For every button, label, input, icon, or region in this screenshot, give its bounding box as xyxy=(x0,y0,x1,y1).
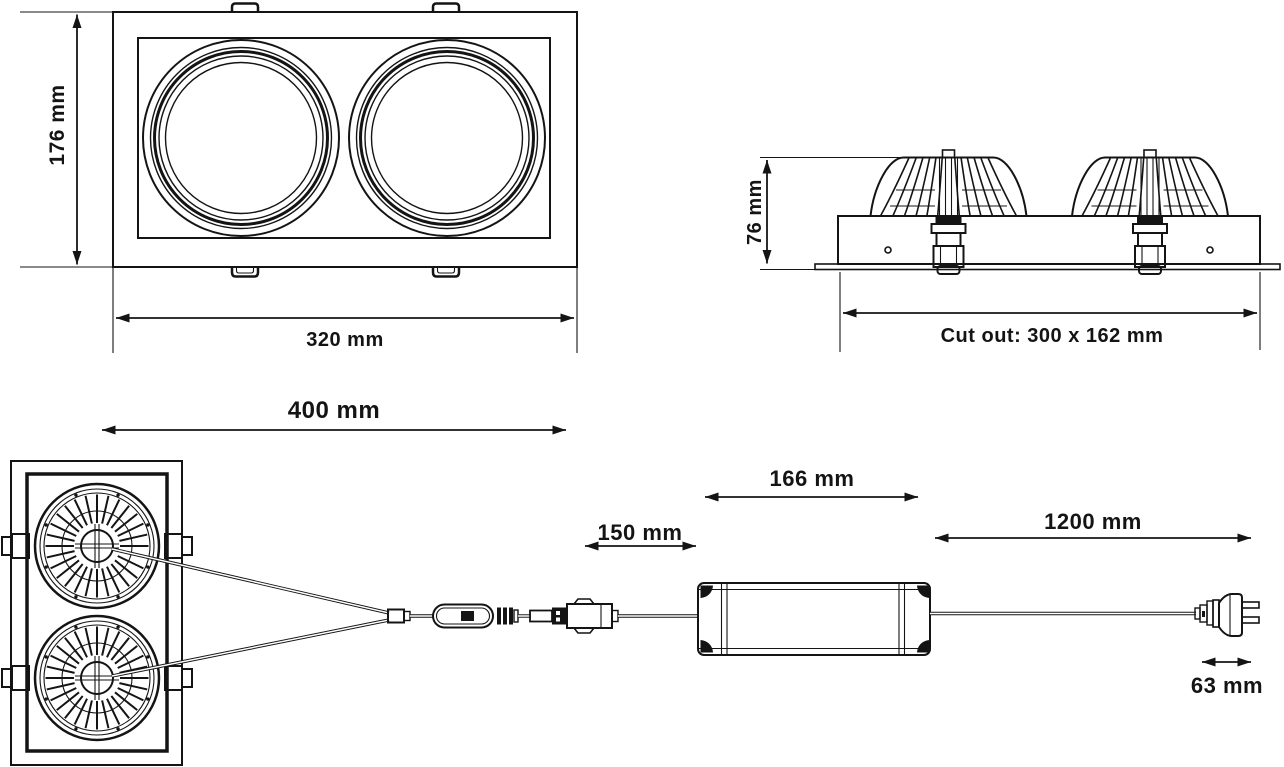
screw-dot xyxy=(74,727,77,730)
dimension-driver xyxy=(705,466,918,497)
screw-dot xyxy=(146,697,149,700)
cutout-label: Cut out: 300 x 162 mm xyxy=(940,325,1164,347)
front-height-label: 176 mm xyxy=(46,84,69,166)
mounting-clip-top-left xyxy=(232,4,258,13)
driver-box xyxy=(698,583,930,655)
fan-spoke xyxy=(102,628,108,656)
fan-heatsink-bottom xyxy=(35,616,159,740)
fan-heatsink-top xyxy=(35,484,159,608)
mounting-clip-bottom-left xyxy=(232,267,258,277)
dimension-lead xyxy=(585,520,696,546)
screw-dot xyxy=(44,697,47,700)
heatsink-fin xyxy=(916,158,929,216)
front-width-label: 320 mm xyxy=(306,329,384,351)
screw-dot xyxy=(116,493,119,496)
dimension-front-height xyxy=(20,12,113,267)
screw-dot xyxy=(44,655,47,658)
heatsink-dome-right xyxy=(1072,150,1228,216)
screw-dot xyxy=(44,523,47,526)
front-lens-right xyxy=(349,40,545,236)
rear-view xyxy=(2,461,192,765)
screw-dot xyxy=(116,595,119,598)
screw-dot xyxy=(146,565,149,568)
fan-spoke xyxy=(86,628,92,656)
fan-spoke xyxy=(47,551,75,557)
dimension-plug xyxy=(1191,662,1263,698)
heatsink-dome-left xyxy=(871,150,1027,216)
rear-clip-left-bottom xyxy=(2,666,29,690)
quick-connector xyxy=(530,599,618,633)
heatsink-fin xyxy=(1169,158,1182,216)
inline-switch xyxy=(433,605,493,628)
front-lens-left xyxy=(143,40,339,236)
heatsink-fin xyxy=(1118,158,1131,216)
fan-blades xyxy=(44,625,149,730)
fan-spoke xyxy=(86,700,92,728)
rear-clip-right-bottom xyxy=(165,666,192,690)
side-view xyxy=(815,150,1280,274)
side-height-label: 76 mm xyxy=(744,179,766,245)
screw-dot xyxy=(116,727,119,730)
fan-spoke xyxy=(47,535,75,541)
rear-clip-right-top xyxy=(165,534,192,558)
front-bezel xyxy=(138,38,550,238)
screw-dot xyxy=(74,625,77,628)
mounting-clip-bottom-right xyxy=(433,267,459,277)
dimension-side-height xyxy=(744,158,905,270)
dimension-front-width xyxy=(113,267,577,353)
wiring-diagram xyxy=(112,466,1263,698)
dimension-cutout xyxy=(840,272,1260,352)
dimension-rear-width xyxy=(102,397,566,430)
fan-spoke xyxy=(102,568,108,596)
mounting-clip-top-right xyxy=(433,4,459,13)
driver-corner-tab xyxy=(701,586,714,599)
dimension-cord xyxy=(935,509,1251,538)
heatsink-fin xyxy=(967,158,980,216)
fan-spoke xyxy=(86,496,92,524)
heatsink-fins xyxy=(1082,158,1218,216)
side-body xyxy=(838,216,1260,264)
rear-width-label: 400 mm xyxy=(287,397,381,424)
front-view xyxy=(113,4,577,277)
screw-dot xyxy=(44,565,47,568)
screw-dot xyxy=(146,655,149,658)
fan-blades xyxy=(44,493,149,598)
screw-hole-left xyxy=(885,247,891,253)
fan-spoke xyxy=(102,700,108,728)
mains-plug xyxy=(1195,594,1259,636)
lead-wires xyxy=(112,549,389,676)
fan-spoke xyxy=(119,535,147,541)
ribbed-connector xyxy=(497,608,518,625)
y-junction-ferrule xyxy=(388,610,410,623)
screw-dot xyxy=(74,493,77,496)
plug-pin-bottom xyxy=(1242,617,1259,623)
lead-length-label: 150 mm xyxy=(597,520,683,545)
driver-length-label: 166 mm xyxy=(769,466,855,491)
plug-pin-top xyxy=(1242,602,1259,608)
screw-hole-right xyxy=(1207,247,1213,253)
fan-spoke xyxy=(47,683,75,689)
driver-corner-tab xyxy=(701,640,714,653)
screw-dot xyxy=(116,625,119,628)
heatsink-fins xyxy=(881,158,1017,216)
plug-length-label: 63 mm xyxy=(1190,673,1264,698)
fan-spoke xyxy=(86,568,92,596)
front-frame xyxy=(113,12,577,267)
driver-corner-tab xyxy=(917,586,930,599)
rear-clip-left-top xyxy=(2,534,29,558)
screw-dot xyxy=(146,523,149,526)
fan-spoke xyxy=(47,667,75,673)
fan-spoke xyxy=(102,496,108,524)
fan-spoke xyxy=(119,683,147,689)
gimbal-yoke-left xyxy=(932,216,966,274)
cord-length-label: 1200 mm xyxy=(1044,509,1142,534)
driver-corner-tab xyxy=(917,640,930,653)
gimbal-yoke-right xyxy=(1133,216,1167,274)
screw-dot xyxy=(74,595,77,598)
